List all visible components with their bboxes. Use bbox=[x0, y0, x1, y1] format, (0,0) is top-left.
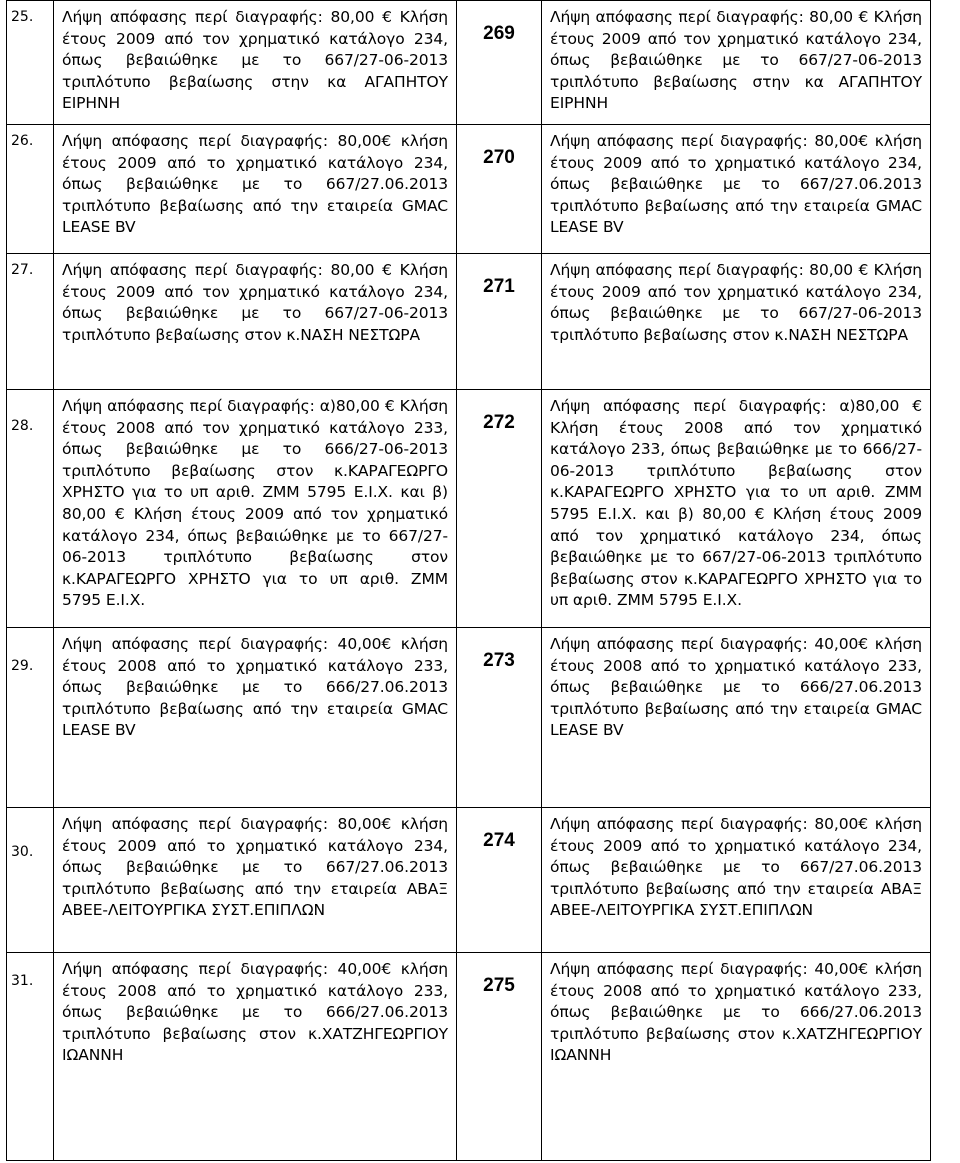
table-row bbox=[7, 808, 931, 953]
item-number: 27. bbox=[11, 262, 34, 278]
decision-number: 272 bbox=[457, 390, 542, 628]
decision-number: 275 bbox=[457, 953, 542, 1161]
item-number-cell bbox=[7, 254, 54, 390]
item-number: 29. bbox=[11, 658, 34, 674]
item-number: 30. bbox=[11, 844, 34, 860]
table-row bbox=[7, 953, 931, 1161]
item-number-cell bbox=[7, 808, 54, 953]
decision-text: Λήψη απόφασης περί διαγραφής: 80,00 € Κλήση έτους 2009 από τον χρηματικό κατάλογο 234, όπως βεβαιώθηκε με το 667/27-06-2013 τριπλότυπο βεβαίωσης στην κα ΑΓΑΠΗΤΟΥ ΕΙΡΗΝΗ bbox=[54, 1, 457, 125]
agenda-table bbox=[6, 0, 931, 1161]
decision-text: Λήψη απόφασης περί διαγραφής: 80,00€ κλήση έτους 2009 από το χρηματικό κατάλογο 234, όπως βεβαιώθηκε με το 667/27.06.2013 τριπλότυπο βεβαίωσης από την εταιρεία ΑΒΑΞ ΑΒΕΕ-ΛΕΙΤΟΥΡΓΙΚΑ ΣΥΣΤ.ΕΠΙΠΛΩΝ bbox=[54, 808, 457, 953]
item-number-cell bbox=[7, 628, 54, 808]
item-number: 31. bbox=[11, 973, 34, 989]
decision-summary: Λήψη απόφασης περί διαγραφής: 40,00€ κλήση έτους 2008 από το χρηματικό κατάλογο 233, όπως βεβαιώθηκε με το 666/27.06.2013 τριπλότυπο βεβαίωσης στον κ.ΧΑΤΖΗΓΕΩΡΓΙΟΥ ΙΩΑΝΝΗ bbox=[542, 953, 931, 1161]
item-number-cell bbox=[7, 390, 54, 628]
decision-text: Λήψη απόφασης περί διαγραφής: 40,00€ κλήση έτους 2008 από το χρηματικό κατάλογο 233, όπως βεβαιώθηκε με το 666/27.06.2013 τριπλότυπο βεβαίωσης από την εταιρεία GMAC LEASE BV bbox=[54, 628, 457, 808]
decision-text: Λήψη απόφασης περί διαγραφής: 40,00€ κλήση έτους 2008 από το χρηματικό κατάλογο 233, όπως βεβαιώθηκε με το 666/27.06.2013 τριπλότυπο βεβαίωσης στον κ.ΧΑΤΖΗΓΕΩΡΓΙΟΥ ΙΩΑΝΝΗ bbox=[54, 953, 457, 1161]
item-number: 25. bbox=[11, 9, 34, 25]
decision-summary: Λήψη απόφασης περί διαγραφής: 80,00€ κλήση έτους 2009 από το χρηματικό κατάλογο 234, όπως βεβαιώθηκε με το 667/27.06.2013 τριπλότυπο βεβαίωσης από την εταιρεία GMAC LEASE BV bbox=[542, 125, 931, 254]
table-row bbox=[7, 125, 931, 254]
table-row bbox=[7, 254, 931, 390]
decision-number: 273 bbox=[457, 628, 542, 808]
item-number-cell bbox=[7, 953, 54, 1161]
decision-summary: Λήψη απόφασης περί διαγραφής: 80,00€ κλήση έτους 2009 από το χρηματικό κατάλογο 234, όπως βεβαιώθηκε με το 667/27.06.2013 τριπλότυπο βεβαίωσης από την εταιρεία ΑΒΑΞ ΑΒΕΕ-ΛΕΙΤΟΥΡΓΙΚΑ ΣΥΣΤ.ΕΠΙΠΛΩΝ bbox=[542, 808, 931, 953]
item-number: 28. bbox=[11, 418, 34, 434]
table-row bbox=[7, 1, 931, 125]
item-number: 26. bbox=[11, 133, 34, 149]
table-row bbox=[7, 390, 931, 628]
decision-summary: Λήψη απόφασης περί διαγραφής: 80,00 € Κλήση έτους 2009 από τον χρηματικό κατάλογο 234, όπως βεβαιώθηκε με το 667/27-06-2013 τριπλότυπο βεβαίωσης στην κα ΑΓΑΠΗΤΟΥ ΕΙΡΗΝΗ bbox=[542, 1, 931, 125]
decision-number: 269 bbox=[457, 1, 542, 125]
decision-number: 274 bbox=[457, 808, 542, 953]
item-number-cell bbox=[7, 1, 54, 125]
decision-summary: Λήψη απόφασης περί διαγραφής: α)80,00 € Κλήση έτους 2008 από τον χρηματικό κατάλογο 233, όπως βεβαιώθηκε με το 666/27-06-2013 τριπλότυπο βεβαίωσης στον κ.ΚΑΡΑΓΕΩΡΓΟ ΧΡΗΣΤΟ για το υπ αριθ. ΖΜΜ 5795 Ε.Ι.Χ. και β) 80,00 € Κλήση έτους 2009 από τον χρηματικό κατάλογο 234, όπως βεβαιώθηκε με το 667/27-06-2013 τριπλότυπο βεβαίωσης στον κ.ΚΑΡΑΓΕΩΡΓΟ ΧΡΗΣΤΟ για το υπ αριθ. ΖΜΜ 5795 Ε.Ι.Χ. bbox=[542, 390, 931, 628]
decision-text: Λήψη απόφασης περί διαγραφής: α)80,00 € Κλήση έτους 2008 από τον χρηματικό κατάλογο 233, όπως βεβαιώθηκε με το 666/27-06-2013 τριπλότυπο βεβαίωσης στον κ.ΚΑΡΑΓΕΩΡΓΟ ΧΡΗΣΤΟ για το υπ αριθ. ΖΜΜ 5795 Ε.Ι.Χ. και β) 80,00 € Κλήση έτους 2009 από τον χρηματικό κατάλογο 234, όπως βεβαιώθηκε με το 667/27-06-2013 τριπλότυπο βεβαίωσης στον κ.ΚΑΡΑΓΕΩΡΓΟ ΧΡΗΣΤΟ για το υπ αριθ. ΖΜΜ 5795 Ε.Ι.Χ. bbox=[54, 390, 457, 628]
decision-summary: Λήψη απόφασης περί διαγραφής: 80,00 € Κλήση έτους 2009 από τον χρηματικό κατάλογο 234, όπως βεβαιώθηκε με το 667/27-06-2013 τριπλότυπο βεβαίωσης στον κ.ΝΑΣΗ ΝΕΣΤΩΡΑ bbox=[542, 254, 931, 390]
decision-number: 271 bbox=[457, 254, 542, 390]
decision-text: Λήψη απόφασης περί διαγραφής: 80,00€ κλήση έτους 2009 από το χρηματικό κατάλογο 234, όπως βεβαιώθηκε με το 667/27.06.2013 τριπλότυπο βεβαίωσης από την εταιρεία GMAC LEASE BV bbox=[54, 125, 457, 254]
table-row bbox=[7, 628, 931, 808]
item-number-cell bbox=[7, 125, 54, 254]
decision-summary: Λήψη απόφασης περί διαγραφής: 40,00€ κλήση έτους 2008 από το χρηματικό κατάλογο 233, όπως βεβαιώθηκε με το 666/27.06.2013 τριπλότυπο βεβαίωσης από την εταιρεία GMAC LEASE BV bbox=[542, 628, 931, 808]
decision-text: Λήψη απόφασης περί διαγραφής: 80,00 € Κλήση έτους 2009 από τον χρηματικό κατάλογο 234, όπως βεβαιώθηκε με το 667/27-06-2013 τριπλότυπο βεβαίωσης στον κ.ΝΑΣΗ ΝΕΣΤΩΡΑ bbox=[54, 254, 457, 390]
decision-number: 270 bbox=[457, 125, 542, 254]
